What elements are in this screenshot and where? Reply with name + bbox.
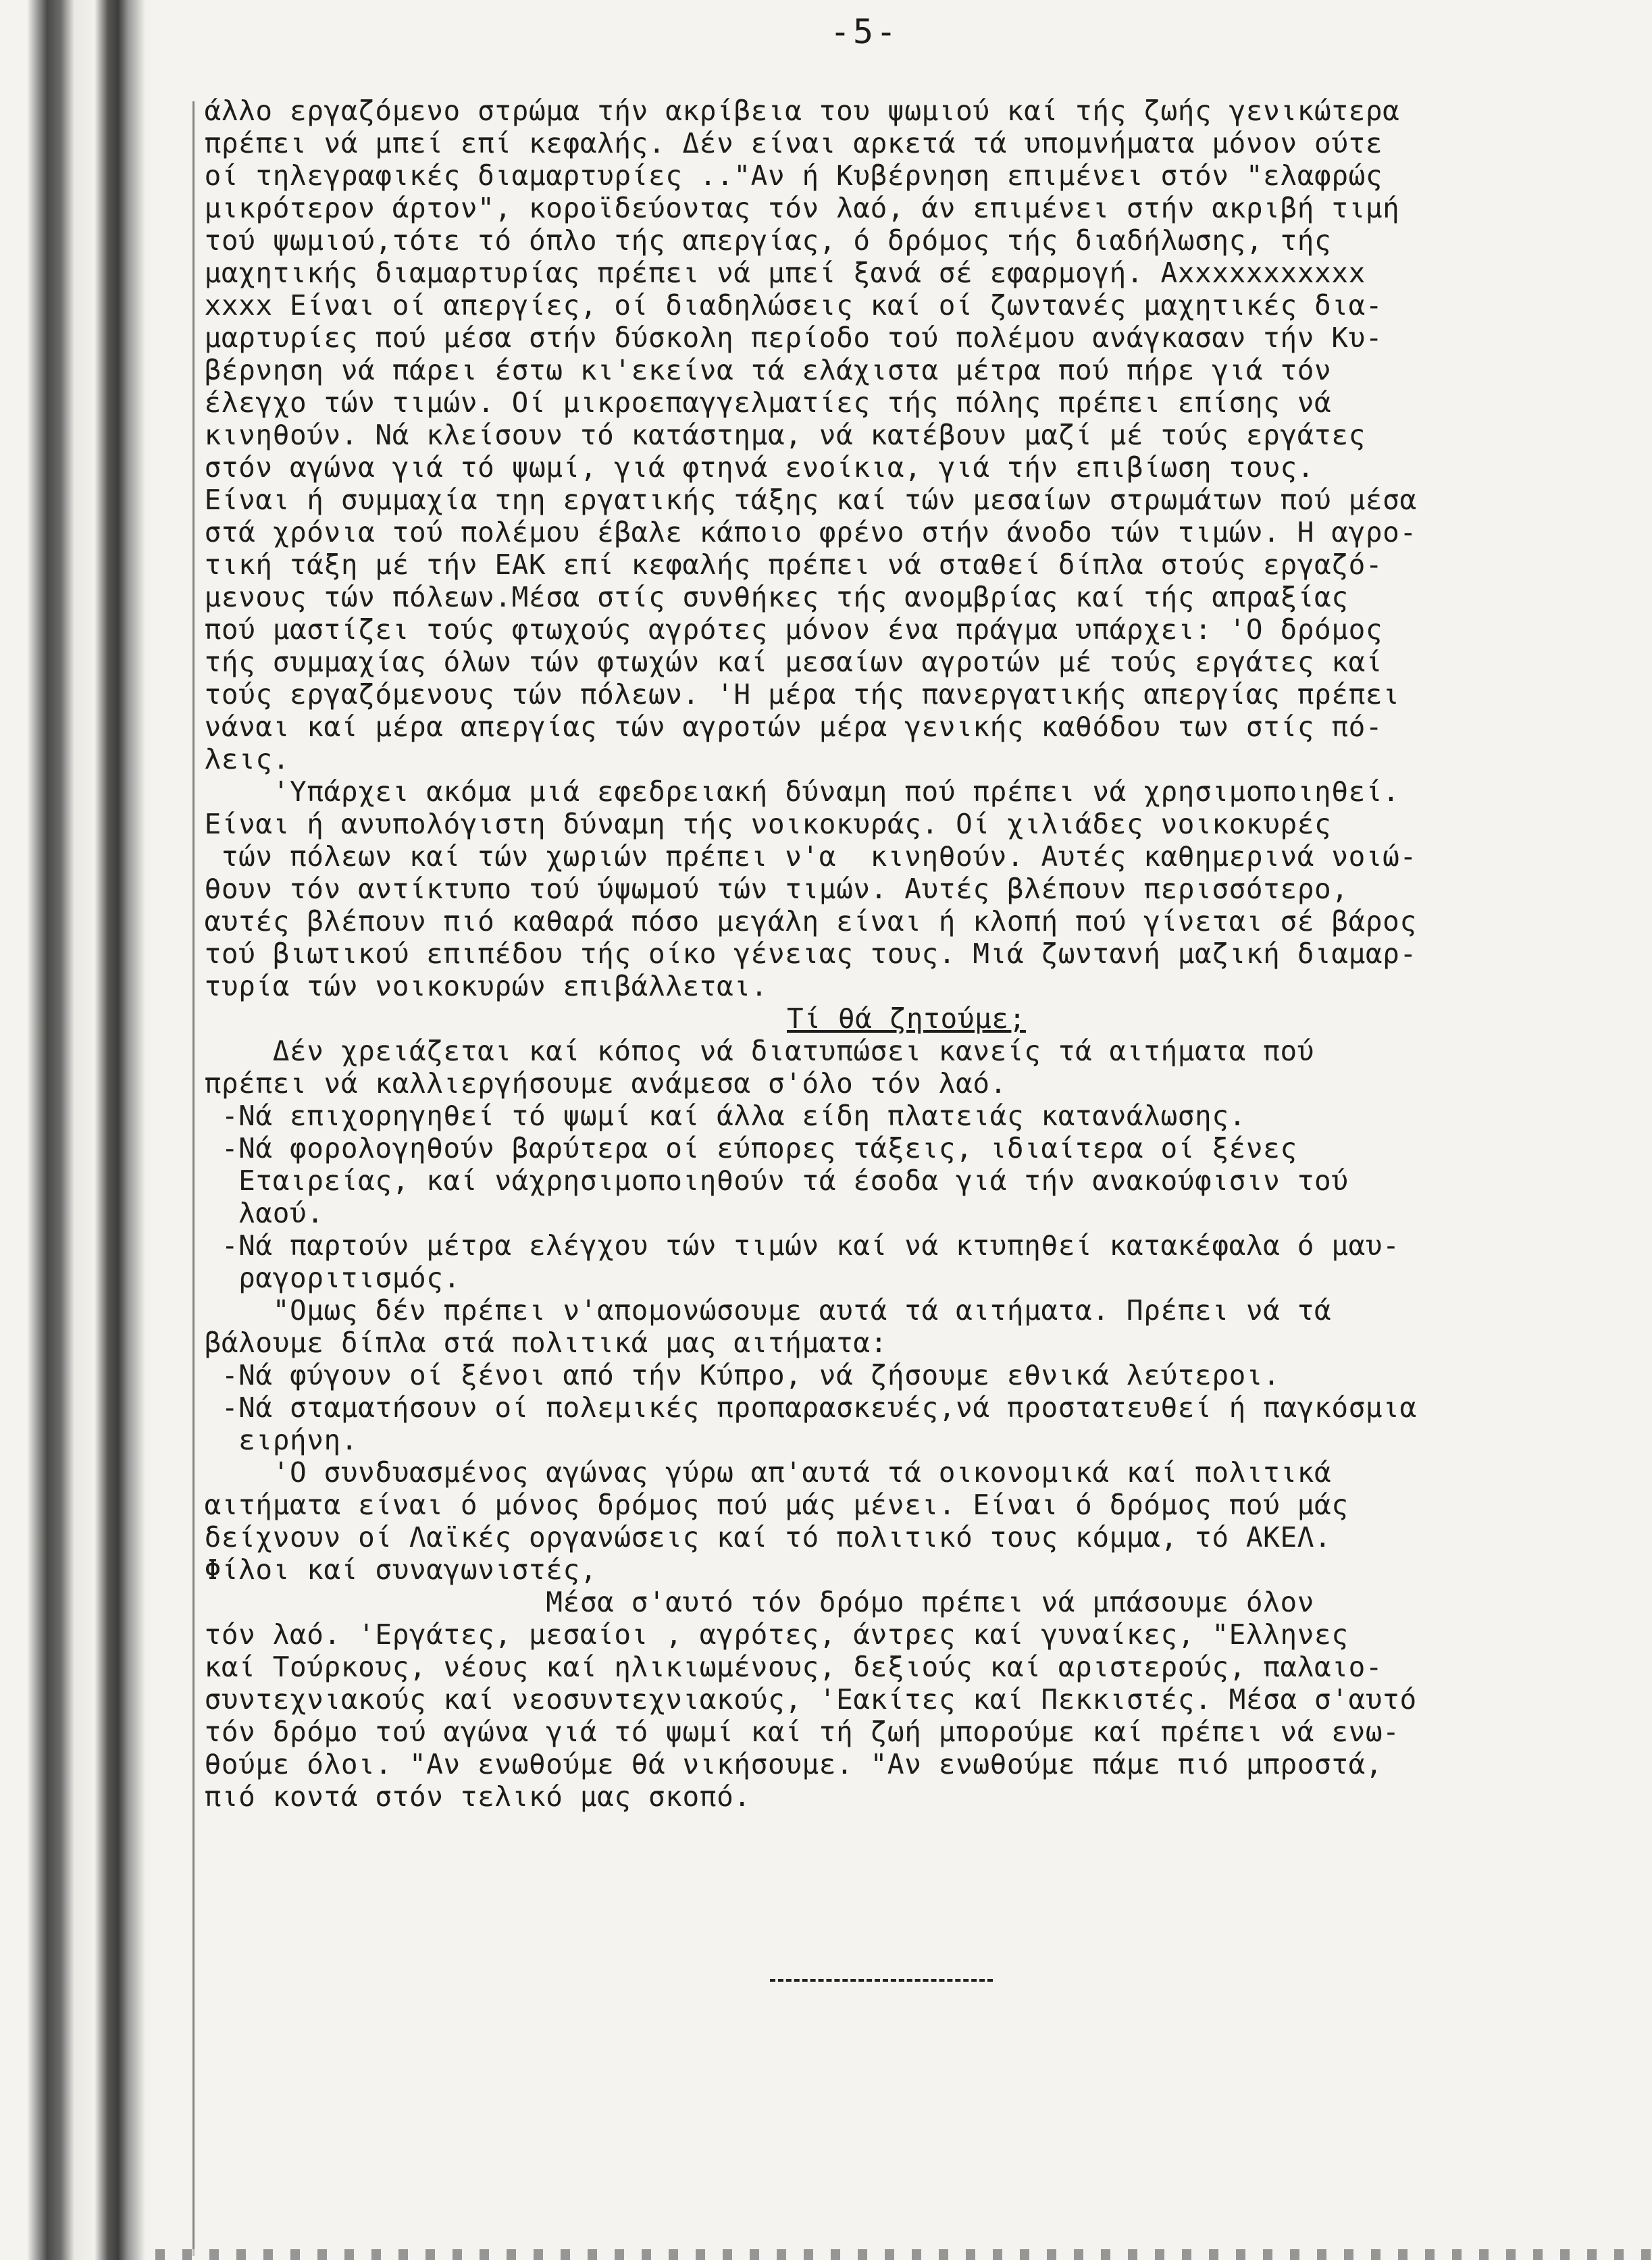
text-line: 'Ο συνδυασμένος αγώνας γύρω απ'αυτά τά οικονομικά καί πολιτικά: [170, 1456, 1332, 1489]
text-line: στά χρόνια τού πολέμου έβαλε κάποιο φρένο στήν άνοδο τών τιμών. Η αγρο-: [170, 516, 1417, 548]
text-line: λαού.: [170, 1197, 324, 1229]
text-line: -Νά φύγουν οί ξένοι από τήν Κύπρο, νά ζήσουμε εθνικά λεύτεροι.: [170, 1359, 1281, 1391]
text-line: τόν δρόμο τού αγώνα γιά τό ψωμί καί τή ζωή μπορούμε καί πρέπει νά ενω-: [170, 1716, 1400, 1748]
text-line: μικρότερον άρτον", κοροϊδεύοντας τόν λαό, άν επιμένει στήν ακριβή τιμή: [170, 192, 1400, 224]
text-line: Είναι ή ανυπολόγιστη δύναμη τής νοικοκυράς. Οί χιλιάδες νοικοκυρές: [170, 808, 1332, 840]
section-heading-text: Τί θά ζητούμε;: [787, 1002, 1026, 1035]
typewritten-body-text: [170, 95, 1643, 1813]
text-line: τούς εργαζόμενους τών πόλεων. 'Η μέρα τής πανεργατικής απεργίας πρέπει: [170, 678, 1400, 711]
text-line: στόν αγώνα γιά τό ψωμί, γιά φτηνά ενοίκια, γιά τήν επιβίωση τους.: [170, 451, 1315, 484]
text-line: μαρτυρίες πού μέσα στήν δύσκολη περίοδο τού πολέμου ανάγκασαν τήν Κυ-: [170, 322, 1383, 354]
text-line: θουν τόν αντίκτυπο τού ύψωμού τών τιμών. Αυτές βλέπουν περισσότερο,: [170, 873, 1349, 905]
text-line: xxxx Είναι οί απεργίες, οί διαδηλώσεις καί οί ζωντανές μαχητικές δια-: [170, 289, 1383, 322]
text-line: πιό κοντά στόν τελικό μας σκοπό.: [170, 1780, 751, 1813]
text-line: -Νά σταματήσουν οί πολεμικές προπαρασκευές,νά προστατευθεί ή παγκόσμια: [170, 1391, 1417, 1424]
text-line: πού μαστίζει τούς φτωχούς αγρότες μόνον ένα πράγμα υπάρχει: 'Ο δρόμος: [170, 613, 1383, 646]
page-number: -5-: [829, 12, 900, 51]
text-line: -Νά επιχορηγηθεί τό ψωμί καί άλλα είδη πλατειάς κατανάλωσης.: [170, 1100, 1246, 1132]
text-line: ραγοριτισμός.: [170, 1262, 461, 1294]
section-heading: [170, 1002, 1643, 1035]
scan-bottom-edge: [155, 2249, 1652, 2260]
text-line: τυρία τών νοικοκυρών επιβάλλεται.: [170, 970, 768, 1002]
text-line: τών πόλεων καί τών χωριών πρέπει ν'α κινηθούν. Αυτές καθημερινά νοιώ-: [170, 840, 1417, 873]
text-line: τόν λαό. 'Εργάτες, μεσαίοι , αγρότες, άντρες καί γυναίκες, "Ελληνες: [170, 1618, 1349, 1651]
section-divider: [770, 1979, 993, 1982]
text-line: καί Τούρκους, νέους καί ηλικιωμένους, δεξιούς καί αριστερούς, παλαιο-: [170, 1651, 1383, 1683]
text-line: λεις.: [170, 743, 290, 775]
text-line: Εταιρείας, καί νάχρησιμοποιηθούν τά έσοδα γιά τήν ανακούφισιν τού: [170, 1164, 1349, 1197]
text-line: μαχητικής διαμαρτυρίας πρέπει νά μπεί ξανά σέ εφαρμογή. Αxxxxxxxxxxx: [170, 257, 1366, 289]
text-line: βέρνηση νά πάρει έστω κι'εκείνα τά ελάχιστα μέτρα πού πήρε γιά τόν: [170, 354, 1332, 386]
text-line: τού βιωτικού επιπέδου τής οίκο γένειας τους. Μιά ζωντανή μαζική διαμαρ-: [170, 938, 1417, 970]
text-line: συντεχνιακούς καί νεοσυντεχνιακούς, 'Εακίτες καί Πεκκιστές. Μέσα σ'αυτό: [170, 1683, 1417, 1716]
text-line: -Νά φορολογηθούν βαρύτερα οί εύπορες τάξεις, ιδιαίτερα οί ξένες: [170, 1132, 1297, 1164]
text-line: τού ψωμιού,τότε τό όπλο τής απεργίας, ό δρόμος τής διαδήλωσης, τής: [170, 224, 1332, 257]
scan-binding-edge: [0, 0, 155, 2260]
text-line: αυτές βλέπουν πιό καθαρά πόσο μεγάλη είναι ή κλοπή πού γίνεται σέ βάρος: [170, 905, 1417, 938]
text-line: Μέσα σ'αυτό τόν δρόμο πρέπει νά μπάσουμε όλον: [170, 1586, 1315, 1618]
text-line: τής συμμαχίας όλων τών φτωχών καί μεσαίων αγροτών μέ τούς εργάτες καί: [170, 646, 1383, 678]
text-line: έλεγχο τών τιμών. Οί μικροεπαγγελματίες τής πόλης πρέπει επίσης νά: [170, 386, 1332, 419]
text-line: οί τηλεγραφικές διαμαρτυρίες .."Αν ή Κυβέρνηση επιμένει στόν "ελαφρώς: [170, 159, 1383, 192]
text-line: -Νά παρτούν μέτρα ελέγχου τών τιμών καί νά κτυπηθεί κατακέφαλα ό μαυ-: [170, 1229, 1400, 1262]
text-line: Φίλοι καί συναγωνιστές,: [170, 1553, 598, 1586]
text-line: τική τάξη μέ τήν ΕΑΚ επί κεφαλής πρέπει νά σταθεί δίπλα στούς εργαζό-: [170, 548, 1383, 581]
text-line: πρέπει νά μπεί επί κεφαλής. Δέν είναι αρκετά τά υπομνήματα μόνον ούτε: [170, 127, 1383, 159]
text-line: άλλο εργαζόμενο στρώμα τήν ακρίβεια του ψωμιού καί τής ζωής γενικώτερα: [170, 95, 1400, 127]
text-line: Είναι ή συμμαχία τηη εργατικής τάξης καί τών μεσαίων στρωμάτων πού μέσα: [170, 484, 1417, 516]
text-line: πρέπει νά καλλιεργήσουμε ανάμεσα σ'όλο τόν λαό.: [170, 1067, 1007, 1100]
text-line: νάναι καί μέρα απεργίας τών αγροτών μέρα γενικής καθόδου των στίς πό-: [170, 711, 1383, 743]
text-line: "Ομως δέν πρέπει ν'απομονώσουμε αυτά τά αιτήματα. Πρέπει νά τά: [170, 1294, 1332, 1327]
text-line: ειρήνη.: [170, 1424, 359, 1456]
text-line: αιτήματα είναι ό μόνος δρόμος πού μάς μένει. Είναι ό δρόμος πού μάς: [170, 1489, 1349, 1521]
text-line: θούμε όλοι. "Αν ενωθούμε θά νικήσουμε. "Αν ενωθούμε πάμε πιό μπροστά,: [170, 1748, 1383, 1780]
text-line: βάλουμε δίπλα στά πολιτικά μας αιτήματα:: [170, 1327, 887, 1359]
text-line: κινηθούν. Νά κλείσουν τό κατάστημα, νά κατέβουν μαζί μέ τούς εργάτες: [170, 419, 1366, 451]
text-line: δείχνουν οί Λαϊκές οργανώσεις καί τό πολιτικό τους κόμμα, τό ΑΚΕΛ.: [170, 1521, 1332, 1553]
text-line: μενους τών πόλεων.Μέσα στίς συνθήκες τής ανομβρίας καί τής απραξίας: [170, 581, 1349, 613]
text-line: Δέν χρειάζεται καί κόπος νά διατυπώσει κανείς τά αιτήματα πού: [170, 1035, 1315, 1067]
text-line: 'Υπάρχει ακόμα μιά εφεδρειακή δύναμη πού πρέπει νά χρησιμοποιηθεί.: [170, 775, 1400, 808]
